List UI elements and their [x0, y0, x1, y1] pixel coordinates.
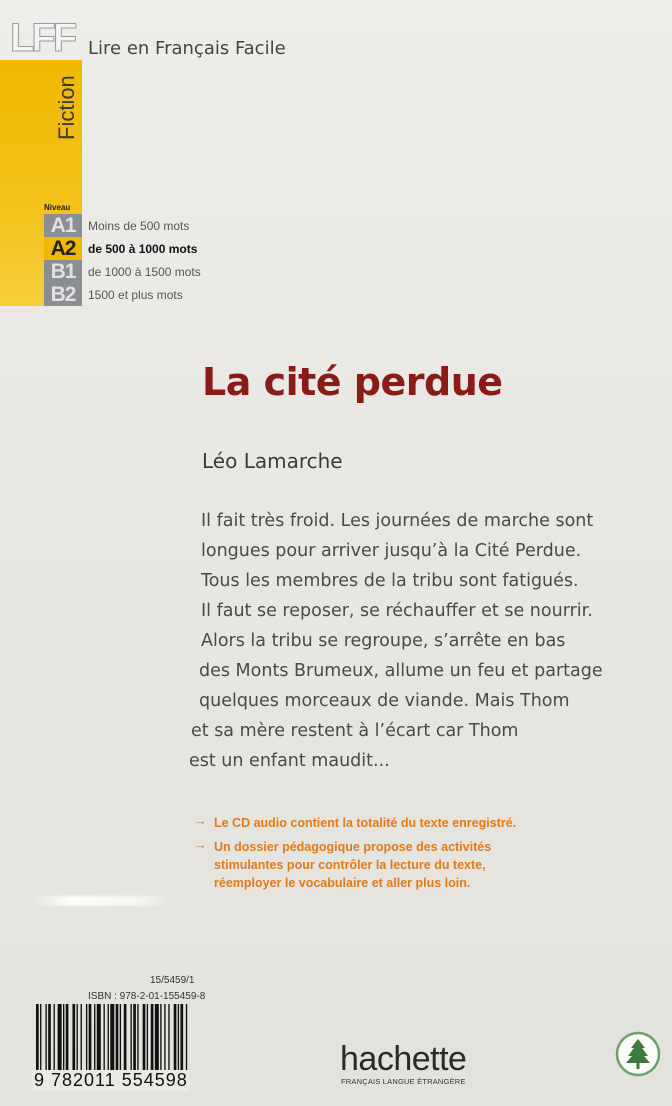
blurb-line: Il fait très froid. Les journées de marche sont: [201, 511, 594, 531]
note-dossier: [194, 838, 516, 892]
blurb-line: et sa mère restent à l’écart car Thom: [191, 721, 519, 741]
note-line: Un dossier pédagogique propose des activités: [214, 840, 492, 854]
note-line: stimulantes pour contrôler la lecture du texte,: [214, 858, 486, 872]
blurb-line: quelques morceaux de viande. Mais Thom: [199, 691, 570, 711]
tree-icon: [614, 1030, 662, 1078]
publisher-logo: hachette: [340, 1040, 467, 1078]
level-code-active: A2: [44, 237, 82, 260]
blurb-line: longues pour arriver jusqu’à la Cité Perdue.: [201, 541, 582, 561]
level-code: A1: [44, 214, 82, 237]
book-title: La cité perdue: [202, 360, 503, 404]
level-code: B1: [44, 260, 82, 283]
arrow-right-icon: →: [194, 814, 207, 828]
book-author: Léo Lamarche: [202, 449, 343, 473]
level-desc: Moins de 500 mots: [88, 219, 190, 233]
note-line: Le CD audio contient la totalité du texte enregistré.: [214, 816, 517, 830]
catalog-code: 15/5459/1: [150, 975, 195, 986]
note-line: réemployer le vocabulaire et aller plus loin.: [214, 876, 471, 890]
book-blurb: [189, 506, 603, 776]
cover-scuff-mark: [30, 896, 170, 906]
blurb-line: Alors la tribu se regroupe, s’arrête en bas: [201, 631, 566, 651]
niveau-label: Niveau: [44, 203, 71, 212]
series-logo: LFF: [10, 16, 75, 60]
level-desc: 1500 et plus mots: [88, 288, 183, 302]
level-desc: de 1000 à 1500 mots: [88, 265, 201, 279]
series-name: Lire en Français Facile: [88, 38, 286, 59]
blurb-line: est un enfant maudit...: [189, 751, 390, 771]
feature-notes: [194, 814, 516, 892]
level-desc-active: de 500 à 1000 mots: [88, 242, 198, 256]
publisher-subtitle: FRANÇAIS LANGUE ÉTRANGÈRE: [341, 1077, 466, 1086]
genre-label: Fiction: [54, 75, 79, 140]
arrow-right-icon: →: [194, 838, 207, 852]
blurb-line: Il faut se reposer, se réchauffer et se nourrir.: [201, 601, 593, 621]
isbn: ISBN : 978-2-01-155459-8: [88, 991, 206, 1002]
blurb-line: des Monts Brumeux, allume un feu et partage: [199, 661, 603, 681]
blurb-line: Tous les membres de la tribu sont fatigués.: [201, 571, 579, 591]
level-code: B2: [44, 283, 82, 306]
note-cd-audio: [194, 814, 516, 832]
barcode-digits: 9 782011 554598: [34, 1070, 188, 1090]
